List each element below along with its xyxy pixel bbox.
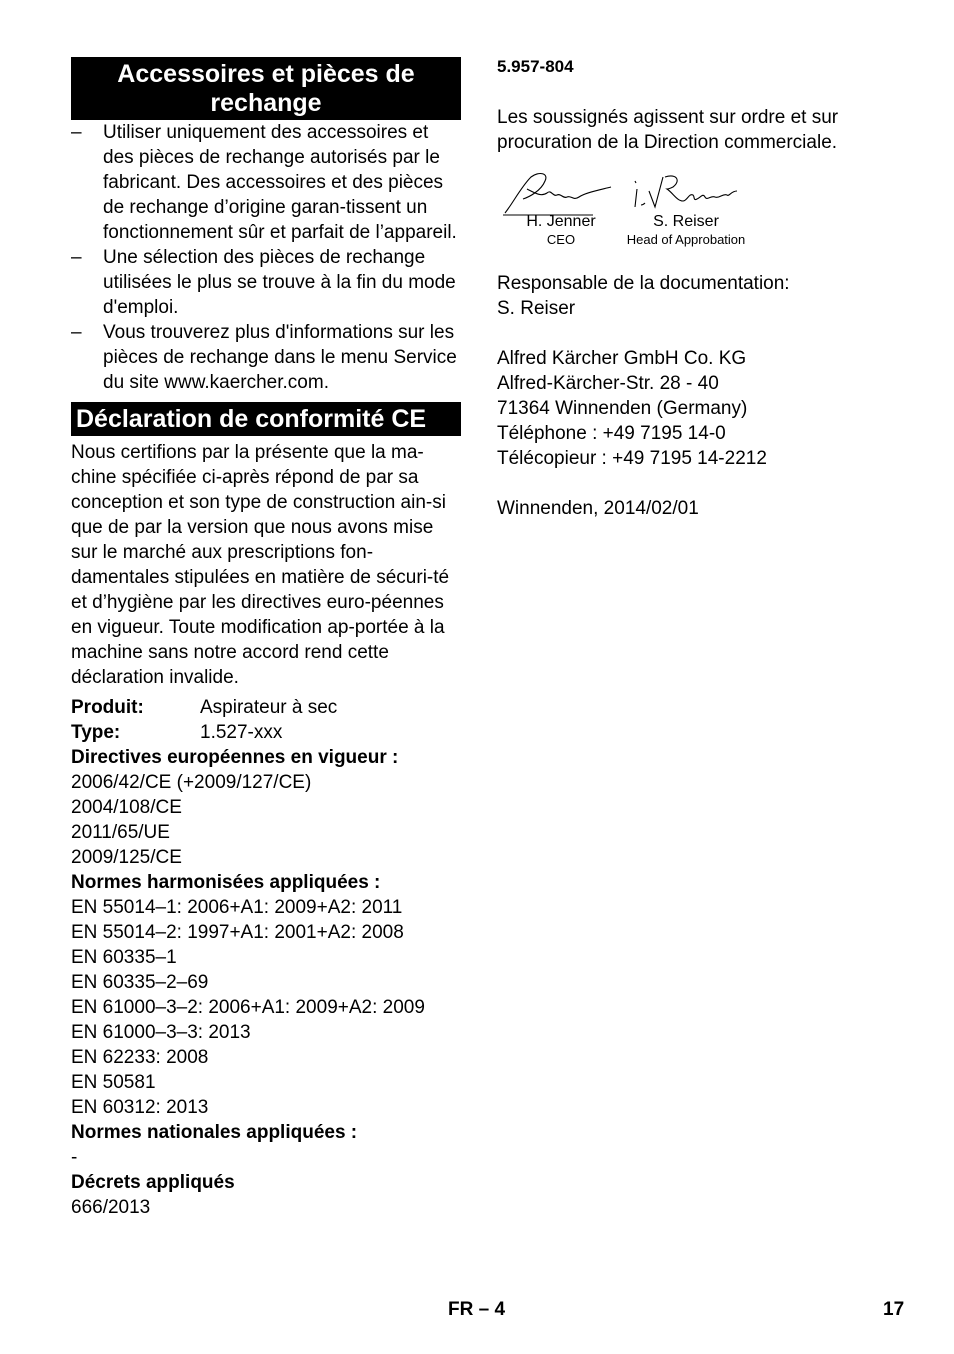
signatory-1-role: CEO	[546, 232, 576, 247]
national-standards-label: Normes nationales appliquées :	[71, 1122, 358, 1143]
accessories-list	[71, 120, 461, 395]
company-line: Téléphone : +49 7195 14-0	[497, 423, 726, 444]
signatories-text: Les soussignés agissent sur ordre et sur procuration de la Direction commerciale.	[497, 107, 839, 153]
standard-item: EN 60335–2–69	[71, 972, 209, 993]
directives-label: Directives européennes en vigueur :	[71, 747, 399, 768]
documentation-responsible-name: S. Reiser	[497, 298, 576, 319]
directive-item: 2009/125/CE	[71, 847, 182, 868]
standard-item: EN 50581	[71, 1072, 156, 1093]
signature-reiser	[621, 167, 751, 249]
directive-item: 2006/42/CE (+2009/127/CE)	[71, 772, 312, 793]
company-line: Alfred-Kärcher-Str. 28 - 40	[497, 373, 719, 394]
product-value: Aspirateur à sec	[200, 697, 338, 718]
decrees-value: 666/2013	[71, 1197, 151, 1218]
standard-item: EN 62233: 2008	[71, 1047, 209, 1068]
decrees-label: Décrets appliqués	[71, 1172, 235, 1193]
signatory-2-role: Head of Approbation	[626, 232, 746, 247]
signature-block	[497, 167, 897, 263]
company-line: 71364 Winnenden (Germany)	[497, 398, 748, 419]
left-column	[71, 57, 461, 1220]
section-label: FR – 4	[448, 1299, 506, 1320]
standard-item: EN 60312: 2013	[71, 1097, 209, 1118]
handwritten-signature-jenner	[501, 167, 621, 217]
signature-jenner	[501, 167, 621, 249]
standard-item: EN 61000–3–3: 2013	[71, 1022, 251, 1043]
directive-item: 2011/65/UE	[71, 822, 170, 843]
list-item: – Une sélection des pièces de rechange utilisées le plus se trouve à la fin du mode d'emploi.	[71, 245, 461, 320]
standard-item: EN 55014–2: 1997+A1: 2001+A2: 2008	[71, 922, 404, 943]
type-row	[71, 720, 461, 745]
documentation-responsible-label: Responsable de la documentation:	[497, 273, 790, 294]
place-date: Winnenden, 2014/02/01	[497, 498, 699, 519]
list-item: – Vous trouverez plus d'informations sur les pièces de rechange dans le menu Service du site www.kaercher.com.	[71, 320, 461, 395]
page-number: 17	[883, 1299, 905, 1320]
handwritten-signature-reiser	[621, 167, 751, 217]
signatory-2-name: S. Reiser	[653, 213, 719, 230]
accessories-heading: Accessoires et pièces de rechange	[71, 57, 461, 120]
standard-item: EN 60335–1	[71, 947, 177, 968]
directive-item: 2004/108/CE	[71, 797, 182, 818]
declaration-heading: Déclaration de conformité CE	[71, 402, 461, 436]
type-value: 1.527-xxx	[200, 722, 283, 743]
document-number: 5.957-804	[497, 57, 574, 76]
product-row	[71, 695, 461, 720]
signatory-1-name: H. Jenner	[526, 213, 596, 230]
national-standards-value: -	[71, 1147, 78, 1168]
standard-item: EN 55014–1: 2006+A1: 2009+A2: 2011	[71, 897, 403, 918]
standard-item: EN 61000–3–2: 2006+A1: 2009+A2: 2009	[71, 997, 425, 1018]
product-label: Produit:	[71, 697, 144, 718]
company-line: Alfred Kärcher GmbH Co. KG	[497, 348, 747, 369]
right-column	[497, 57, 897, 521]
type-label: Type:	[71, 722, 121, 743]
company-line: Télécopieur : +49 7195 14-2212	[497, 448, 767, 469]
harmonised-standards-label: Normes harmonisées appliquées :	[71, 872, 381, 893]
declaration-intro: Nous certifions par la présente que la ma-chine spécifiée ci-après répond de par sa conception et son type de construction ain-si que de par la version que nous avons mise sur le marché aux prescriptions fon-damentales stipulées en matière de sécuri-té et d’hygiène par les directives euro-péennes en vigueur. Toute modification ap-portée à la machine sans notre accord rend cette déclaration invalide.	[71, 442, 450, 688]
list-item: – Utiliser uniquement des accessoires et des pièces de rechange autorisés par le fabricant. Des accessoires et des pièces de rechange d’origine garan-tissent un fonctionnement sûr et parfait de l’appareil.	[71, 120, 461, 245]
